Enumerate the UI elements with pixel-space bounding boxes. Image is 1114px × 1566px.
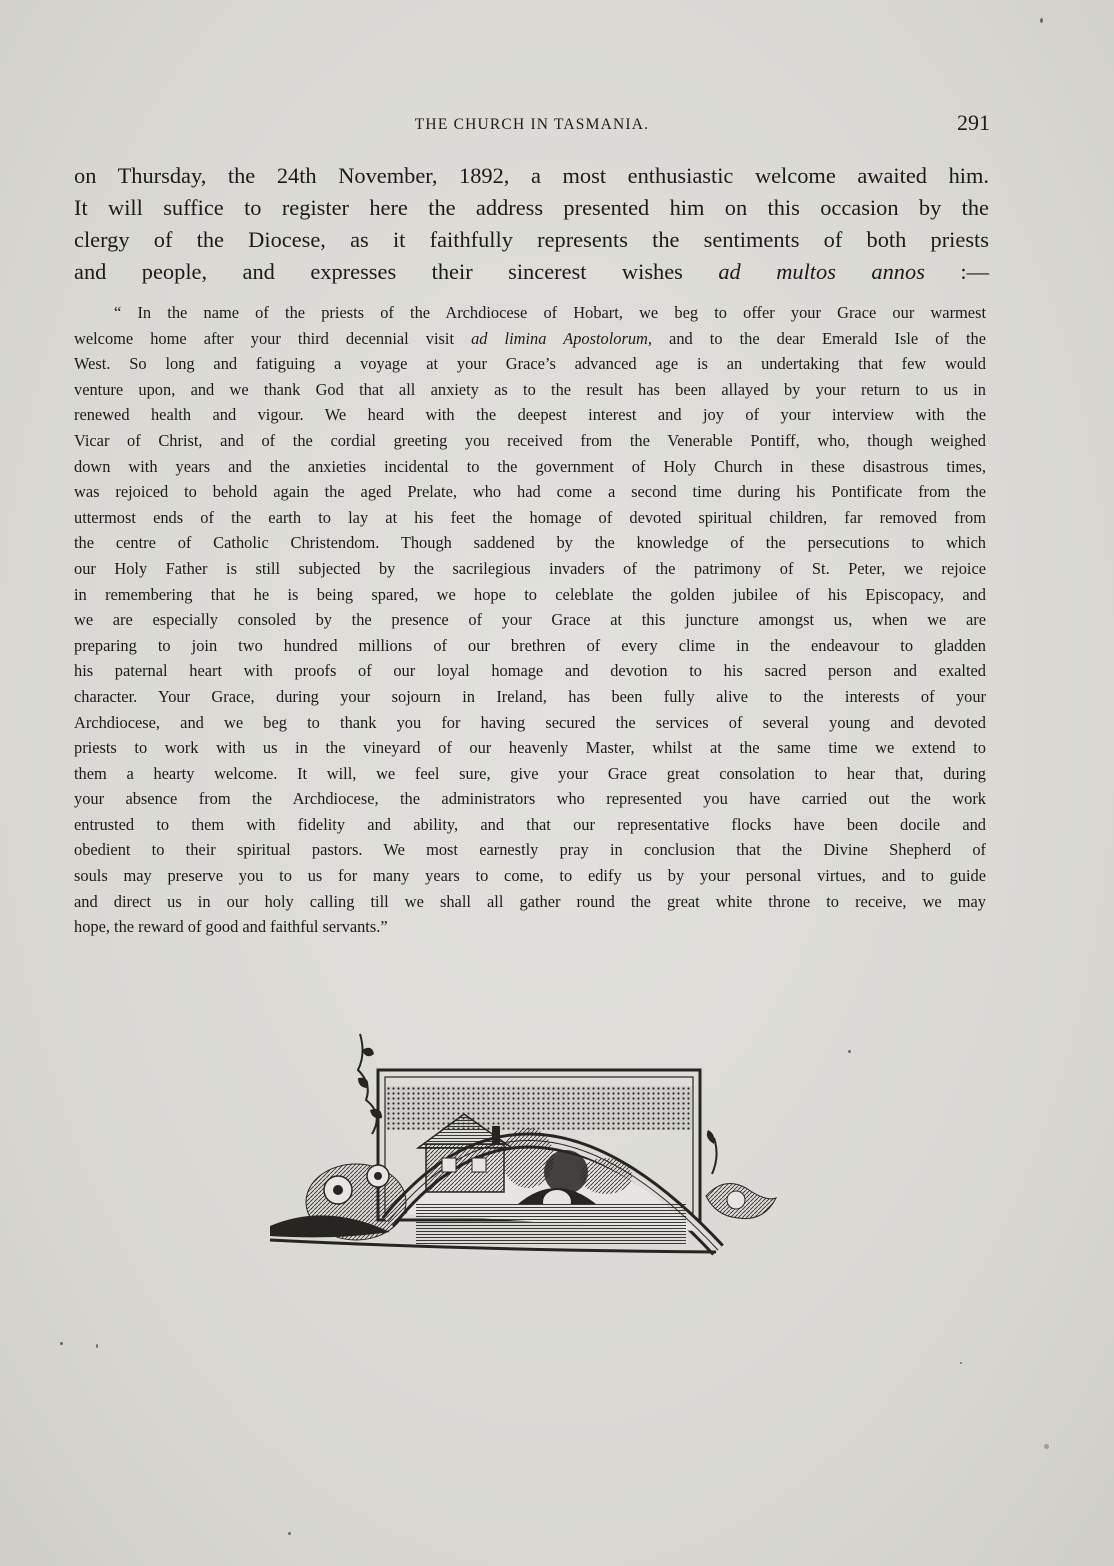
paper-speck [288, 1532, 291, 1535]
cottage-arch-engraving-icon [266, 1026, 782, 1258]
clergy-address [74, 300, 986, 940]
address-line: venture upon, and we thank God that all anxiety as to the result has been allayed by your return to us in [74, 379, 986, 399]
address-line: renewed health and vigour. We heard with the deepest interest and joy of your interview with the [74, 405, 986, 425]
lead-line-text: and people, and expresses their sincerest wishes [74, 259, 719, 284]
address-line: preparing to join two hundred millions of our brethren of every clime in the endeavour to gladden [74, 635, 986, 655]
running-title: THE CHURCH IN TASMANIA. [414, 116, 650, 133]
paper-speck [848, 1050, 851, 1053]
address-line: we are especially consoled by the presence of your Grace at this juncture amongst us, when we are [74, 610, 986, 630]
address-line: your absence from the Archdiocese, the administrators who represented you have carried out the work [74, 789, 986, 809]
address-line: souls may preserve you to us for many years to come, to edify us by your personal virtues, and to guide [74, 866, 986, 886]
address-line: hope, the reward of good and faithful servants.” [74, 917, 388, 937]
lead-paragraph [74, 160, 989, 288]
lead-line: It will suffice to register here the address presented him on this occasion by the [74, 195, 989, 220]
paper-speck [1044, 1444, 1049, 1449]
address-line: the centre of Catholic Christendom. Though saddened by the knowledge of the persecutions to which [74, 533, 986, 553]
address-line: his paternal heart with proofs of our loyal homage and devotion to his sacred person and exalted [74, 661, 986, 681]
paper-speck [960, 1362, 962, 1364]
address-line-text: welcome home after your third decennial visit [74, 328, 472, 348]
address-line: priests to work with us in the vineyard of our heavenly Master, whilst at the same time we extend to [74, 738, 986, 758]
lead-line-text: :— [924, 259, 989, 284]
lead-line: on Thursday, the 24th November, 1892, a most enthusiastic welcome awaited him. [74, 163, 989, 188]
lead-line: clergy of the Diocese, as it faithfully represents the sentiments of both priests [74, 227, 989, 252]
latin-phrase: ad multos annos [718, 259, 925, 284]
address-line [74, 326, 986, 352]
address-line: character. Your Grace, during your sojourn in Ireland, has been fully alive to the interests of your [74, 686, 986, 706]
paper-speck [1040, 18, 1043, 23]
address-line: “ In the name of the priests of the Archdiocese of Hobart, we beg to offer your Grace our warmest [114, 303, 986, 322]
address-line: them a hearty welcome. It will, we feel sure, give your Grace great consolation to hear that, during [74, 763, 986, 783]
paper-speck [96, 1344, 98, 1348]
address-line: Vicar of Christ, and of the cordial greeting you received from the Venerable Pontiff, who, though weighed [74, 430, 986, 450]
address-line: West. So long and fatiguing a voyage at your Grace’s advanced age is an undertaking that few would [74, 354, 986, 374]
paper-speck [60, 1342, 63, 1345]
latin-phrase: ad limina Apostolorum, [471, 328, 652, 348]
address-line: our Holy Father is still subjected by the sacrilegious invaders of the patrimony of St. Peter, we rejoice [74, 558, 986, 578]
lead-line [74, 256, 989, 288]
address-line: down with years and the anxieties incidental to the government of Holy Church in these disastrous times, [74, 456, 986, 476]
address-line: in remembering that he is being spared, we hope to celeblate the golden jubilee of his Episcopacy, and [74, 584, 986, 604]
address-line: was rejoiced to behold again the aged Prelate, who had come a second time during his Pontificate from the [74, 482, 986, 502]
address-line: obedient to their spiritual pastors. We most earnestly pray in conclusion that the Divine Shepherd of [74, 840, 986, 860]
address-line: entrusted to them with fidelity and ability, and that our representative flocks have been docile and [74, 814, 986, 834]
address-line: and direct us in our holy calling till we shall all gather round the great white throne to receive, we may [74, 891, 986, 911]
address-line-text: and to the dear Emerald Isle of the [651, 328, 986, 348]
address-line: uttermost ends of the earth to lay at his feet the homage of devoted spiritual children, far removed from [74, 507, 986, 527]
running-head [74, 112, 990, 138]
address-line: Archdiocese, and we beg to thank you for having secured the services of several young and devoted [74, 712, 986, 732]
page-number: 291 [957, 110, 990, 135]
